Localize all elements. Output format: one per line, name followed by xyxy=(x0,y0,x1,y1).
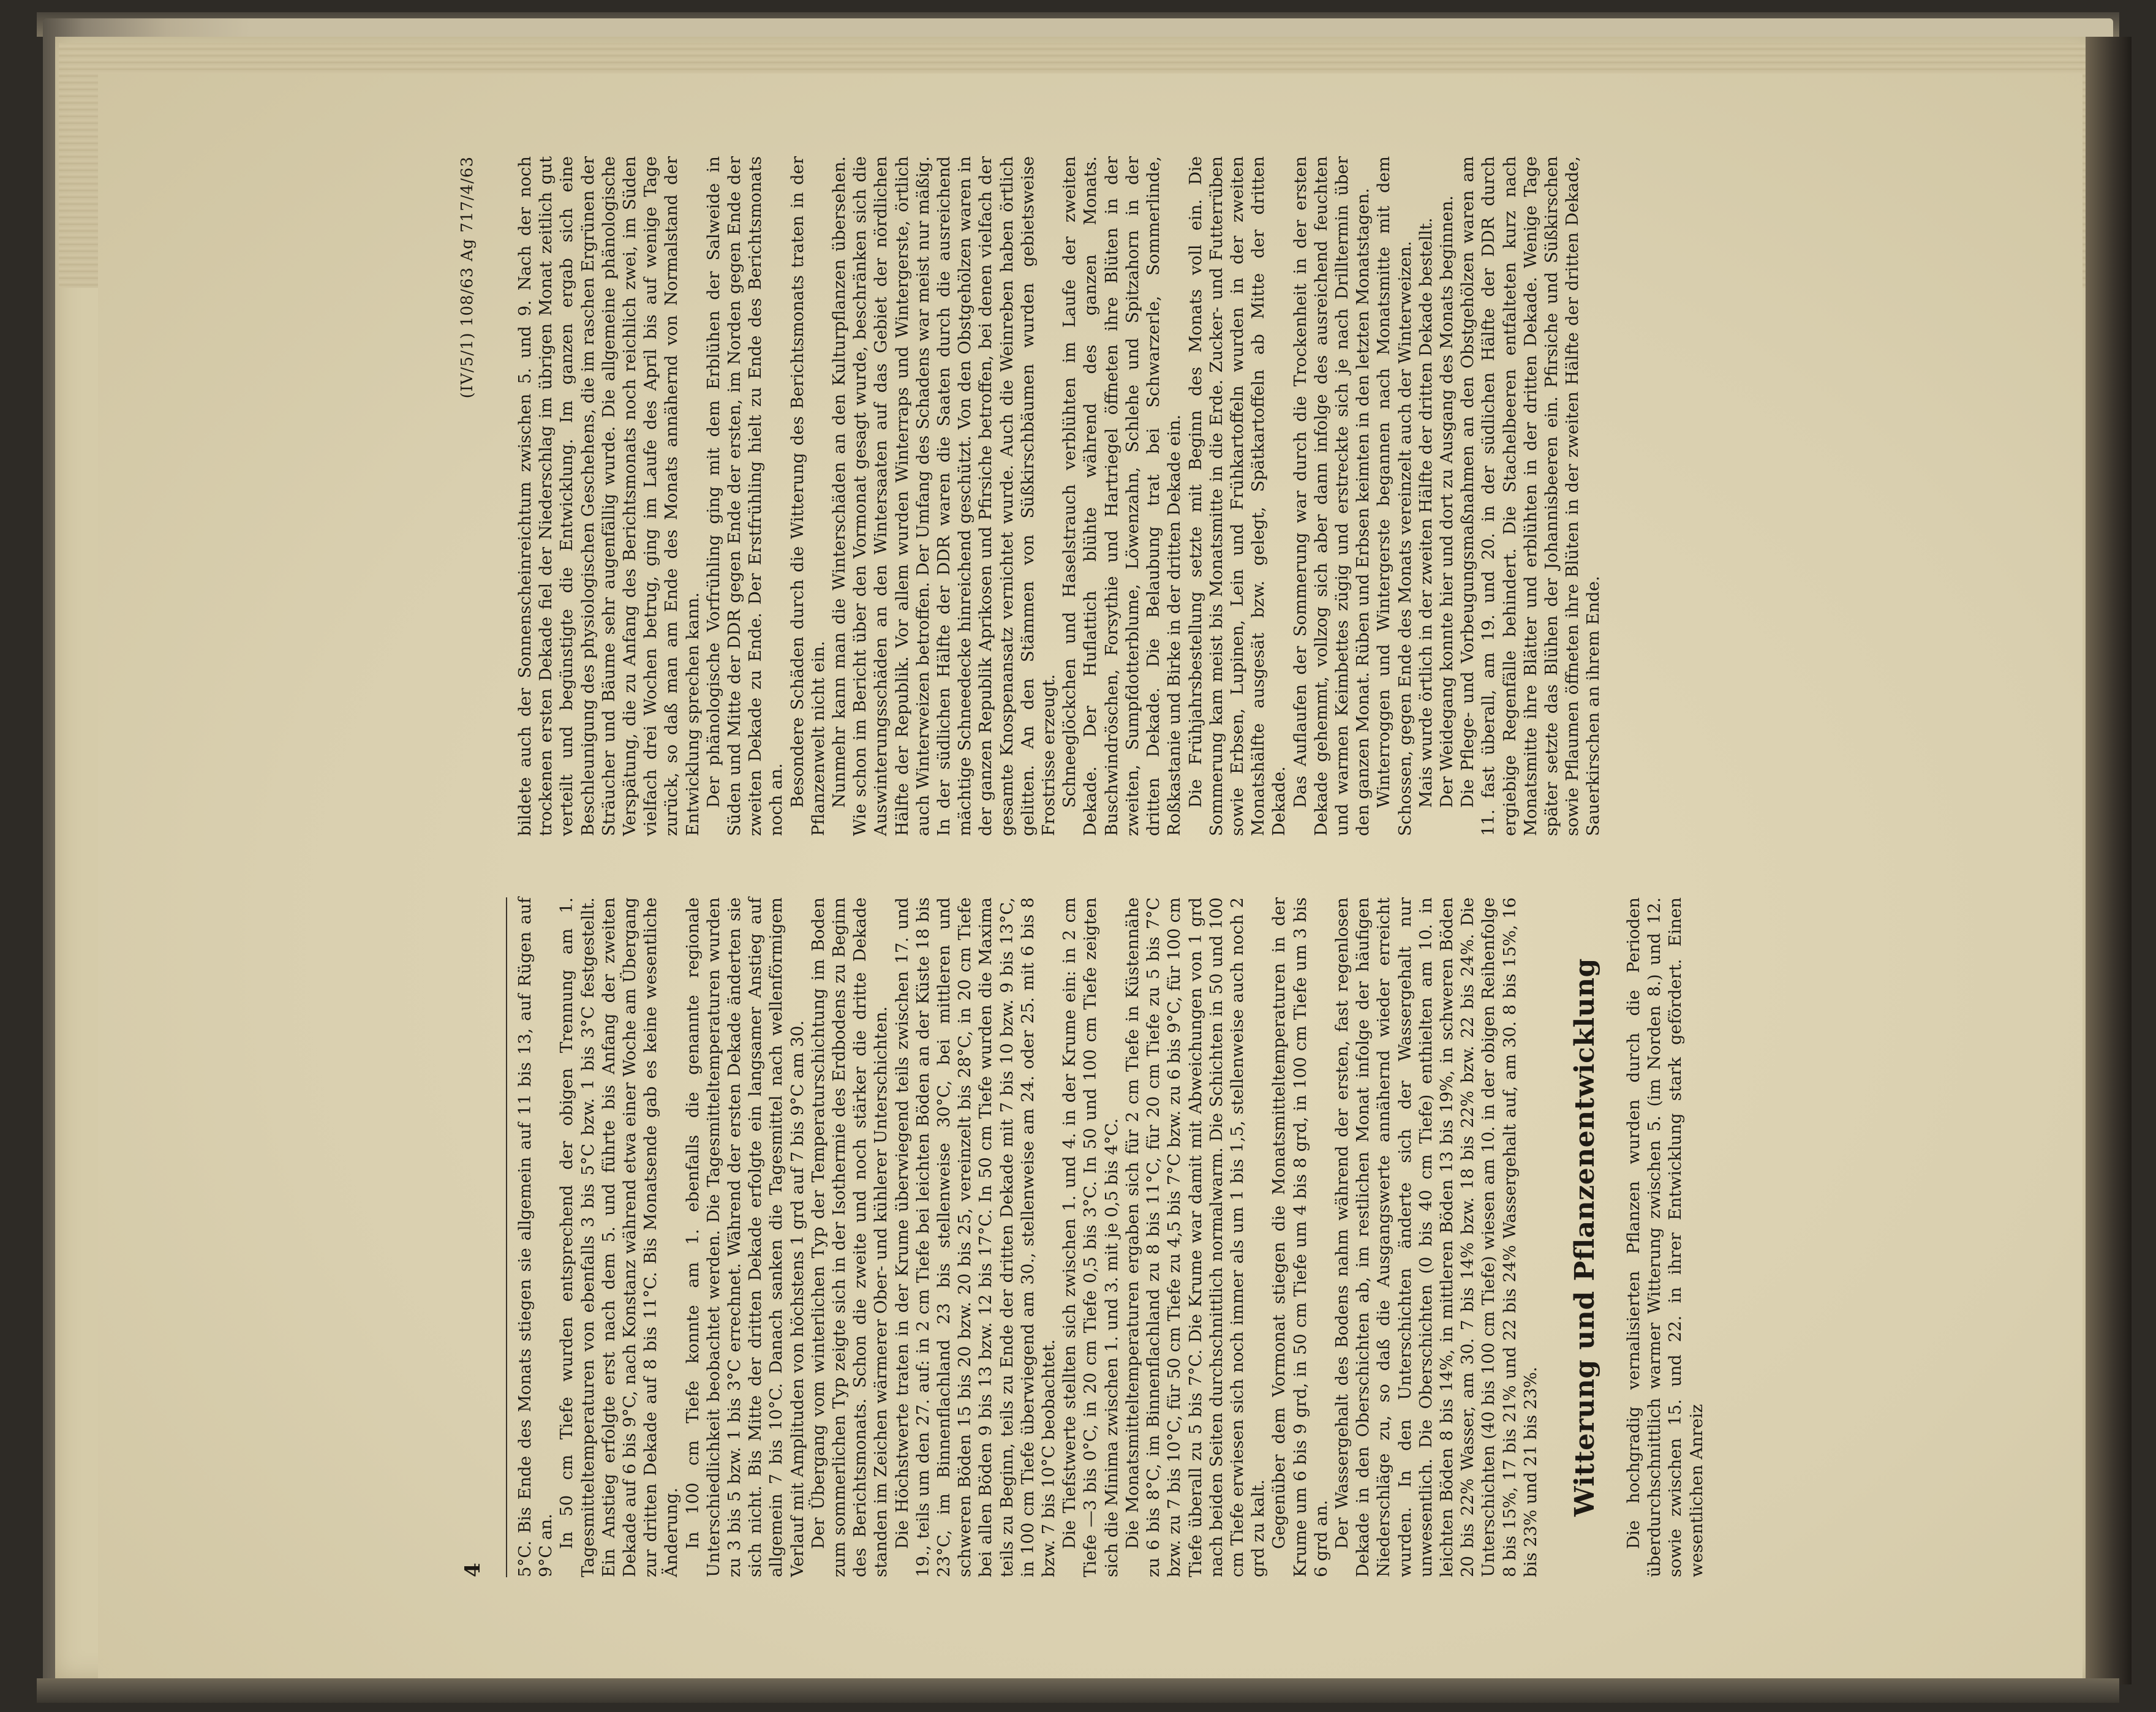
left-column xyxy=(514,897,1707,1577)
right-column xyxy=(514,156,1604,836)
paragraph: Der Weidegang konnte hier und dort zu Ausgang des Monats beginnen. xyxy=(1436,195,1457,808)
paragraph: bildete auch der Sonnenscheinreichtum zwischen 5. und 9. Nach der noch trockenen ersten Dekade fiel der Niederschlag im übrigen Monat zeitlich gut verteilt und begünstigte die Entwicklung. Im ganzen ergab sich eine Beschleunigung des physiologischen Geschehens, die im raschen Ergrünen der Sträucher und Bäume sehr augenfällig wurde. Die allgemeine phänologische Verspätung, die zu Anfang des Berichtsmonats noch reichlich zwei, im Süden vielfach drei Wochen betrug, ging im Laufe des April bis auf wenige Tage zurück, so daß man am Ende des Monats annähernd von Normalstand der Entwicklung sprechen kann. xyxy=(515,156,703,836)
paragraph: Die Tiefstwerte stellten sich zwischen 1. und 4. in der Krume ein: in 2 cm Tiefe —3 bis 0°C, in 20 cm Tiefe 0,5 bis 3°C. In 50 und 100 cm Tiefe zeigten sich die Minima zwischen 1. und 3. mit je 0,5 bis 4°C. xyxy=(1060,897,1121,1577)
page-number: 4 xyxy=(461,1563,485,1577)
paragraph: In 100 cm Tiefe konnte am 1. ebenfalls die genannte regionale Unterschiedlichkeit beobachtet werden. Die Tagesmitteltemperaturen wurden zu 3 bis 5 bzw. 1 bis 3°C errechnet. Während der ersten Dekade änderten sie sich nicht. Bis Mitte der dritten Dekade erfolgte ein langsamer Anstieg auf allgemein 7 bis 10°C. Danach sanken die Tagesmittel nach wellenförmigem Verlauf mit Amplituden von höchstens 1 grd auf 7 bis 9°C am 30. xyxy=(682,897,807,1577)
paragraph: Die Höchstwerte traten in der Krume überwiegend teils zwischen 17. und 19., teils um den 27. auf: in 2 cm Tiefe bei leichten Böden an der Küste 18 bis 23°C, im Binnenflachland 23 bis stellenweise 30°C, bei mittleren und schweren Böden 15 bis 20 bzw. 20 bis 25, vereinzelt bis 28°C, in 20 cm Tiefe bei allen Böden 9 bis 13 bzw. 12 bis 17°C. In 50 cm Tiefe wurden die Maxima teils zu Beginn, teils zu Ende der dritten Dekade mit 7 bis 10 bzw. 9 bis 13°C, in 100 cm Tiefe überwiegend am 30., stellenweise am 24. oder 25. mit 6 bis 8 bzw. 7 bis 10°C beobachtet. xyxy=(892,897,1059,1577)
paragraph: Die hochgradig vernalisierten Pflanzen wurden durch die Perioden überdurchschnittlich warmer Witterung zwischen 5. (im Norden 8.) und 12. sowie zwischen 15. und 22. in ihrer Entwicklung stark gefördert. Einen wesentlichen Anreiz xyxy=(1623,897,1706,1577)
paragraph: Das Auflaufen der Sommerung war durch die Trockenheit in der ersten Dekade gehemmt, vollzog sich aber dann infolge des ausreichend feuchten und warmen Keimbettes zügig und erstreckte sich je nach Drilltermin über den ganzen Monat. Rüben und Erbsen keimten in den letzten Monatstagen. xyxy=(1290,156,1373,836)
paragraph: Besondere Schäden durch die Witterung des Berichtsmonats traten in der Pflanzenwelt nicht ein. xyxy=(787,156,828,836)
paragraph: Die Monatsmitteltemperaturen ergaben sich für 2 cm Tiefe in Küstennähe zu 6 bis 8°C, im Binnenflachland zu 8 bis 11°C, für 20 cm Tiefe zu 5 bis 7°C bzw. zu 7 bis 10°C, für 50 cm Tiefe zu 4,5 bis 7°C bzw. zu 6 bis 9°C, für 100 cm Tiefe überall zu 5 bis 7°C. Die Krume war damit mit Abweichungen von 1 grd nach beiden Seiten durchschnittlich normalwarm. Die Schichten in 50 und 100 cm Tiefe erwiesen sich noch immer als um 1 bis 1,5, stellenweise auch noch 2 grd zu kalt. xyxy=(1122,897,1268,1577)
paragraph: Schneeglöckchen und Haselstrauch verblühten im Laufe der zweiten Dekade. Der Huflattich blühte während des ganzen Monats. Buschwindröschen, Forsythie und Hartriegel öffneten ihre Blüten in der zweiten, Sumpfdotterblume, Löwenzahn, Schlehe und Spitzahorn in der dritten Dekade. Die Belaubung trat bei Schwarzerle, Sommerlinde, Roßkastanie und Birke in der dritten Dekade ein. xyxy=(1060,156,1185,836)
paragraph: In 50 cm Tiefe wurden entsprechend der obigen Trennung am 1. Tagesmitteltemperaturen von ebenfalls 3 bis 5°C bzw. 1 bis 3°C festgestellt. Ein Anstieg erfolgte erst nach dem 5. und führte bis Anfang der zweiten Dekade auf 6 bis 9°C, nach Konstanz während etwa einer Woche am Übergang zur dritten Dekade auf 8 bis 11°C. Bis Monatsende gab es keine wesentliche Änderung. xyxy=(557,897,682,1577)
paragraph: Winterroggen und Wintergerste begannen nach Monatsmitte mit dem Schossen, gegen Ende des Monats vereinzelt auch der Winterweizen. xyxy=(1374,156,1415,836)
paragraph: 5°C. Bis Ende des Monats stiegen sie allgemein auf 11 bis 13, auf Rügen auf 9°C an. xyxy=(515,897,556,1577)
paragraph: Gegenüber dem Vormonat stiegen die Monatsmitteltemperaturen in der Krume um 6 bis 9 grd, in 50 cm Tiefe um 4 bis 8 grd, in 100 cm Tiefe um 3 bis 6 grd an. xyxy=(1269,897,1331,1577)
section-heading: Witterung und Pflanzenentwicklung xyxy=(1569,958,1600,1517)
paragraph: Mais wurde örtlich in der zweiten Hälfte der dritten Dekade bestellt. xyxy=(1415,217,1436,808)
printer-mark: (IV/5/1) 108/63 Ag 717/4/63 xyxy=(458,156,477,399)
paragraph: Der Übergang vom winterlichen Typ der Temperaturschichtung im Boden zum sommerlichen Typ zeigte sich in der Isothermie des Erdbodens zu Beginn des Berichtsmonats. Schon die zweite und noch stärker die dritte Dekade standen im Zeichen wärmerer Ober- und kühlerer Unterschichten. xyxy=(808,897,891,1577)
paragraph: Der phänologische Vorfrühling ging mit dem Erblühen der Salweide in Süden und Mitte der DDR gegen Ende der ersten, im Norden gegen Ende der zweiten Dekade zu Ende. Der Erstfrühling hielt zu Ende des Berichtsmonats noch an. xyxy=(703,156,786,836)
page-text-area xyxy=(458,156,2095,1577)
header-rule xyxy=(506,897,507,1577)
paragraph: Nunmehr kann man die Winterschäden an den Kulturpflanzen übersehen. Wie schon im Bericht über den Vormonat gesagt wurde, beschränken sich die Auswinterungsschäden an den Wintersaaten auf das Gebiet der nördlichen Hälfte der Republik. Vor allem wurden Winterraps und Wintergerste, örtlich auch Winterweizen betroffen. Der Umfang des Schadens war meist nur mäßig. In der südlichen Hälfte der DDR waren die Saaten durch die ausreichend mächtige Schneedecke hinreichend geschützt. Von den Obstgehölzen waren in der ganzen Republik Aprikosen und Pfirsiche betroffen, bei denen vielfach der gesamte Knospenansatz vernichtet wurde. Auch die Weinreben haben örtlich gelitten. An den Stämmen von Süßkirschbäumen wurden gebietsweise Frostrisse erzeugt. xyxy=(829,156,1059,836)
paragraph: Der Wassergehalt des Bodens nahm während der ersten, fast regenlosen Dekade in den Oberschichten ab, im restlichen Monat infolge der häufigen Niederschläge zu, so daß die Ausgangswerte annähernd wieder erreicht wurden. In den Unterschichten änderte sich der Wassergehalt nur unwesentlich. Die Oberschichten (0 bis 40 cm Tiefe) enthielten am 10. in leichten Böden 8 bis 14%, in mittleren Böden 13 bis 19%, in schweren Böden 20 bis 22% Wasser, am 30. 7 bis 14% bzw. 18 bis 22% bzw. 22 bis 24%. Die Unterschichten (40 bis 100 cm Tiefe) wiesen am 10. in der obigen Reihenfolge 8 bis 15%, 17 bis 21% und 22 bis 24% Wassergehalt auf, am 30. 8 bis 15%, 16 bis 23% und 21 bis 23%. xyxy=(1332,897,1540,1577)
paragraph: Die Pflege- und Vorbeugungsmaßnahmen an den Obstgehölzen waren am 11. fast überall, am 19. und 20. in der südlichen Hälfte der DDR durch ergiebige Regenfälle behindert. Die Stachelbeeren entfalteten kurz nach Monatsmitte ihre Blätter und erblühten in der dritten Dekade. Wenige Tage später setzte das Blühen der Johannisbeeren ein. Pfirsiche und Süßkirschen sowie Pflaumen öffneten ihre Blüten in der zweiten Hälfte der dritten Dekade, Sauerkirschen an ihrem Ende. xyxy=(1458,156,1604,836)
paragraph: Die Frühjahrsbestellung setzte mit Beginn des Monats voll ein. Die Sommerung kam meist bis Monatsmitte in die Erde. Zucker- und Futterrüben sowie Erbsen, Lupinen, Lein und Frühkartoffeln wurden in der zweiten Monatshälfte ausgesät bzw. gelegt, Spätkartoffeln ab Mitte der dritten Dekade. xyxy=(1185,156,1289,836)
